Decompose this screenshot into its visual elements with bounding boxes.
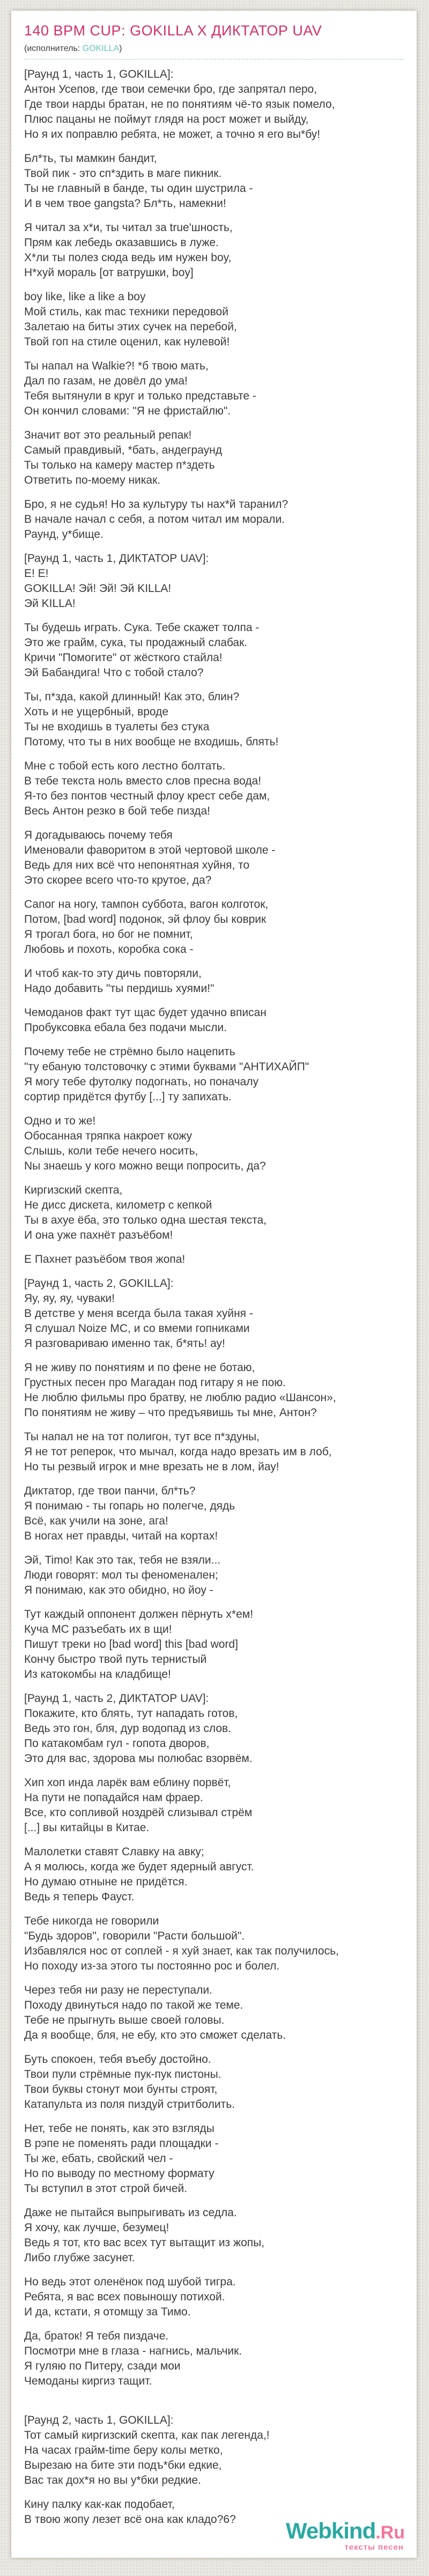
stanza	[24, 1430, 404, 1475]
lyric-line: А я молюсь, когда же будет ядерный август.	[24, 1861, 254, 1873]
logo-tagline: тексты песен	[344, 2543, 404, 2552]
stanza	[24, 1845, 404, 1905]
artist-link[interactable]: GOKILLA	[82, 44, 120, 53]
lyric-line: Походу двинуться надо по такой же теме.	[24, 1999, 243, 2011]
lyric-line: Потом, [bad word] подонок, эй флоу бы коврик	[24, 913, 267, 926]
lyric-line: Nы знаешь у кого можно вещи попросить, да?	[24, 1160, 266, 1172]
lyric-line: Ответить по-моему никак.	[24, 474, 161, 486]
artist-line	[24, 43, 404, 55]
lyric-line: Покажите, кто блять, тут нападать готов,	[24, 1707, 238, 1720]
artist-suffix: )	[119, 44, 122, 53]
lyric-line: Плюс пацаны не поймут глядя на рост может и выйду,	[24, 113, 309, 125]
lyric-line: Твои пули стрёмные пук-пук пистоны.	[24, 2068, 221, 2081]
lyric-line: Я могу тебе футолку подогнать, но поначалу	[24, 1076, 258, 1088]
lyric-line: Я понимаю - ты гопарь но полегче, дядь	[24, 1500, 235, 1512]
stanza	[24, 551, 404, 611]
lyric-line: Чемоданы киргиз тащит.	[24, 2375, 152, 2387]
lyric-line: Посмотри мне в глаза - нагнись, мальчик.	[24, 2345, 242, 2357]
stanza	[24, 759, 404, 819]
lyric-line: Это для вас, здорова мы полюбас взорвём.	[24, 1752, 253, 1765]
stanza	[24, 2275, 404, 2320]
lyric-line: "Будь здоров", говорили "Расти большой".	[24, 1930, 245, 1942]
lyric-line: Я трогал бога, но бог не помнит,	[24, 928, 193, 941]
lyric-line: Хоть и не ущербный, вроде	[24, 706, 169, 718]
stanza	[24, 1045, 404, 1105]
lyrics	[24, 67, 404, 2527]
lyric-line: Эй, Timo! Как это так, тебя не взяли...	[24, 1554, 221, 1566]
lyric-line: Малолетки ставят Славку на авку;	[24, 1846, 204, 1858]
lyric-line: Вас так дох*я но вы у*бки редкие.	[24, 2474, 201, 2486]
lyric-line: Слышь, коли тебе нечего носить,	[24, 1145, 198, 1157]
lyric-line: Киргизский скепта,	[24, 1184, 123, 1196]
lyric-line: Не дисс дискета, километр с кепкой	[24, 1199, 212, 1211]
lyric-line: В рэпе не поменять ради площадки -	[24, 2137, 219, 2150]
lyric-line: Эй Бабандига! Что с тобой стало?	[24, 667, 204, 679]
stanza	[24, 497, 404, 542]
stanza	[24, 1607, 404, 1682]
lyric-line: Антон Усепов, где твои семечки бро, где запрятал перо,	[24, 83, 317, 95]
lyric-line: Кричи "Помогите" от жёсткого стайла!	[24, 652, 223, 664]
stanza	[24, 690, 404, 750]
stanza	[24, 1276, 404, 1351]
lyric-line: [Раунд 1, часть 1, ДИКТАТОР UAV]:	[24, 552, 209, 565]
page-background	[0, 11, 429, 2576]
lyric-line: boy like, like a like a boy	[24, 291, 146, 303]
lyric-line: Но ведь этот оленёнок под шубой тигра.	[24, 2276, 236, 2288]
stanza	[24, 2329, 404, 2389]
lyric-line: Где твои нарды братан, не по понятиям чё-то язык помело,	[24, 98, 335, 110]
lyric-line: Даже не пытайся выпрыгивать из седла.	[24, 2207, 237, 2219]
lyric-line: Почему тебе не стрёмно было нацепить	[24, 1046, 235, 1058]
lyric-line: GOKILLA! Эй! Эй! Эй KILLA!	[24, 582, 172, 595]
lyric-line: Дал по газам, не довёл до ума!	[24, 375, 188, 387]
lyric-line: В тебе текста ноль вместо слов пресна вода!	[24, 775, 262, 787]
lyric-line: Буть спокоен, тебя въебу достойно.	[24, 2053, 211, 2066]
lyric-line: Я гуляю по Питеру, сзади мои	[24, 2360, 181, 2372]
lyric-line: Это же грайм, сука, ты продажный слабак.	[24, 636, 248, 649]
lyric-line: Эй KILLA!	[24, 597, 76, 610]
lyric-line: Я слушал Noize MC, и со вмеми гопниками	[24, 1322, 250, 1335]
lyric-line: Но походу из-за этого ты постоянно рос и болел.	[24, 1960, 280, 1972]
lyric-line: Значит вот это реальный репак!	[24, 429, 192, 441]
lyric-line: В начале начал с себя, а потом читал им морали.	[24, 513, 285, 525]
lyric-line: Бро, я не судья! Но за культуру ты нах*й таранил?	[24, 498, 289, 510]
webkind-logo[interactable]	[286, 2520, 405, 2551]
stanza	[24, 428, 404, 488]
lyric-line: Н*хуй мораль [от ватрушки, boy]	[24, 267, 194, 279]
lyric-line: Но по выводу по местному формату	[24, 2167, 214, 2180]
lyric-line: Надо добавить "ты пердишь хуями!"	[24, 982, 214, 995]
stanza	[24, 1005, 404, 1035]
lyric-line: Ты не главный в банде, ты один шустрила -	[24, 182, 253, 195]
lyric-line: Ты вступил в этот строй бичей.	[24, 2182, 188, 2195]
lyric-line: Но я их поправлю ребята, не может, а точно я его вы*бу!	[24, 128, 321, 140]
lyric-line: Мне с тобой есть кого лестно болтать.	[24, 760, 226, 772]
lyric-line: В твою жопу лезет всё она как кладо?6?	[24, 2513, 236, 2526]
lyric-line: Кончу быстро твой путь тернистый	[24, 1653, 207, 1665]
stanza	[24, 1775, 404, 1835]
lyric-line: Я разговариваю именно так, б*ять! ау!	[24, 1337, 225, 1350]
lyric-line: И она уже пахнёт разъёбом!	[24, 1229, 173, 1241]
lyric-line: [Раунд 2, часть 1, GOKILLA]:	[24, 2414, 174, 2426]
stanza	[24, 151, 404, 211]
lyric-line: Я не живу по понятиям и по фене не ботаю,	[24, 1361, 255, 1374]
lyric-line: "ту ебаную толстовочку с этими буквами "АНТИХАЙП"	[24, 1061, 309, 1073]
stanza	[24, 620, 404, 680]
lyric-line: И да, кстати, я отомщу за Тимо.	[24, 2306, 191, 2318]
lyric-line: Ты не входишь в туалеты без стука	[24, 721, 210, 733]
lyric-line: Это скорее всего что-то крутое, да?	[24, 874, 212, 886]
lyric-line: [Раунд 1, часть 2, ДИКТАТОР UAV]:	[24, 1692, 209, 1705]
lyric-line: Из катокомбы на кладбище!	[24, 1668, 171, 1681]
lyric-line: Да, браток! Я тебя пиздаче.	[24, 2330, 169, 2342]
lyric-line: Е Пахнет разъёбом твоя жопа!	[24, 1253, 186, 1265]
lyric-line: По понятиям не живу – что предъявишь ты мне, Антон?	[24, 1407, 317, 1419]
dashed-separator	[24, 59, 404, 60]
lyric-line: Потому, что ты в них вообще не входишь, блять!	[24, 736, 279, 748]
lyric-line: Я не тот реперок, что мычал, когда надо врезать им в лоб,	[24, 1446, 332, 1458]
lyric-line: Самый правдивый, *бать, андеграунд	[24, 444, 222, 456]
lyric-line: Я хочу, как лучше, безумец!	[24, 2222, 169, 2234]
lyric-line: На часах грайм-time беру колы метко,	[24, 2444, 223, 2456]
stanza	[24, 966, 404, 996]
stanza	[24, 220, 404, 280]
lyric-line: Прям как лебедь оказавшись в луже.	[24, 236, 219, 249]
lyric-line: И чтоб как-то эту дичь повторяли,	[24, 967, 202, 980]
logo-ru: .Ru	[375, 2522, 405, 2543]
lyric-line: Через тебя ни разу не переступали.	[24, 1984, 212, 1996]
lyric-line: Он кончил словами: "Я не фристайлю".	[24, 405, 231, 417]
lyric-line: Весь Антон резко в бой тебе пизда!	[24, 805, 210, 817]
lyric-line: Твой пик - это сп*здить в маге пикник.	[24, 167, 222, 180]
stanza	[24, 2121, 404, 2196]
lyric-line: По катакомбам гул - гопота дворов,	[24, 1737, 210, 1750]
lyric-line: Х*ли ты полез сюда ведь им нужен boy,	[24, 251, 232, 264]
lyric-line: Тут каждый оппонент должен пёрнуть х*ем!	[24, 1608, 254, 1620]
lyric-line: Избавлялся нос от соплей - я хуй знает, как так получилось,	[24, 1945, 339, 1957]
lyric-line: Не люблю фильмы про братву, не люблю радио «Шансон»,	[24, 1391, 336, 1404]
lyric-line: сортир придётся футбу [...] ту запихать.	[24, 1091, 232, 1103]
stanza	[24, 1691, 404, 1766]
lyric-line: В детстве у меня всегда была такая хуйня -	[24, 1307, 253, 1320]
lyric-line: Я-то без понтов честный флоу крест себе дам,	[24, 790, 270, 802]
lyric-line: Но думаю отныне не придётся.	[24, 1876, 188, 1888]
lyric-line: Залетаю на биты этих сучек на перебой,	[24, 321, 237, 333]
lyric-line: Катапульта из поля пиздуй стритболить.	[24, 2098, 235, 2111]
stanza	[24, 2413, 404, 2488]
lyric-line: Но ты резвый игрок и мне врезать не в лом, йау!	[24, 1461, 279, 1473]
lyric-line: В ногах нет правды, читай на кортах!	[24, 1530, 218, 1542]
stanza-spacer	[24, 2398, 404, 2413]
lyric-line: Тебя вытянули в круг и только представьте -	[24, 390, 256, 402]
lyric-line: Твои буквы стонут мои бунты строят,	[24, 2083, 218, 2096]
lyric-line: Кину палку как-как подобает,	[24, 2498, 175, 2511]
stanza	[24, 828, 404, 888]
stanza	[24, 1183, 404, 1243]
lyric-line: Я читал за х*и, ты читал за true'шность,	[24, 221, 233, 234]
lyric-line: Тот самый киргизский скепта, как пак легенда,!	[24, 2429, 270, 2441]
lyric-line: Ты только на камеру мастер п*здеть	[24, 459, 215, 471]
page-title: 140 BPM CUP: GOKILLA X ДИКТАТОР UAV	[24, 23, 322, 39]
lyric-line: Раунд, у*бище.	[24, 528, 103, 541]
lyric-line: Диктатор, где твои панчи, бл*ть?	[24, 1485, 196, 1497]
lyric-line: [Раунд 1, часть 1, GOKILLA]:	[24, 68, 174, 80]
lyric-line: Ты, п*зда, какой длинный! Как это, блин?	[24, 691, 240, 703]
lyric-line: Ведь я теперь Фауст.	[24, 1891, 135, 1903]
lyric-line: [...] вы китайцы в Китае.	[24, 1822, 150, 1834]
lyric-line: Бл*ть, ты мамкин бандит,	[24, 152, 157, 165]
lyric-line: Тебе не прыгнуть выше своей головы.	[24, 2014, 225, 2026]
artist-prefix: (исполнитель:	[24, 44, 83, 53]
stanza	[24, 2052, 404, 2112]
lyric-line: Все, кто сопливой ноздрёй слизывал стрём	[24, 1807, 253, 1819]
lyric-line: Грустных песен про Магадан под гитару я не пою.	[24, 1376, 286, 1389]
lyric-line: Ведь для них всё что непонятная хуйня, то	[24, 859, 250, 871]
lyric-line: Одно и то же!	[24, 1115, 96, 1127]
lyric-line: Ты же, ебать, свойский чел -	[24, 2152, 173, 2165]
lyric-line: Либо глубже засунет.	[24, 2252, 135, 2264]
lyric-line: Я понимаю, как это обидно, но йоу -	[24, 1584, 213, 1596]
lyric-line: Вырезаю на бите эти подъ*бки едкие,	[24, 2459, 222, 2471]
lyric-line: И в чем твое gangsta? Бл*ть, намекни!	[24, 197, 226, 210]
lyric-line: Е! Е!	[24, 567, 49, 580]
lyric-line: Пробуксовка ебала без подачи мысли.	[24, 1021, 227, 1034]
lyric-line: Ты напал на Walkie?! *б твою мать,	[24, 360, 209, 372]
lyric-line: Куча MC разъебать их в щи!	[24, 1623, 172, 1635]
lyric-line: Чемоданов факт тут щас будет удачно вписан	[24, 1006, 267, 1019]
stanza	[24, 897, 404, 957]
stanza	[24, 1983, 404, 2043]
stanza	[24, 1553, 404, 1598]
lyric-line: Пишут треки но [bad word] this [bad word]	[24, 1638, 238, 1650]
lyric-line: Мой стиль, как mac техники передовой	[24, 306, 228, 318]
lyric-line: Я догадываюсь почему тебя	[24, 829, 173, 841]
lyric-line: Сапог на ногу, тампон суббота, вагон колготок,	[24, 898, 269, 911]
lyric-line: Ты напал не на тот полигон, тут все п*здуны,	[24, 1431, 260, 1443]
stanza	[24, 290, 404, 350]
lyric-line: Обосанная тряпка накроет кожу	[24, 1130, 193, 1142]
lyric-line: Яу, яу, яу, чуваки!	[24, 1292, 115, 1305]
lyric-line: Тебе никогда не говорили	[24, 1915, 159, 1927]
logo-webkind: Webkind	[285, 2518, 376, 2543]
logo-wordmark	[286, 2520, 405, 2542]
content-card	[11, 11, 417, 2558]
lyric-line: Ведь это гон, бля, дур водопад из слов.	[24, 1722, 232, 1735]
stanza	[24, 2205, 404, 2266]
lyric-line: Именовали фаворитом в этой чертовой школе -	[24, 844, 276, 856]
lyric-line: Люди говорят: мол ты феноменален;	[24, 1569, 218, 1581]
lyric-line: Твой гоп на стиле оценил, как нулевой!	[24, 336, 230, 348]
lyric-line: Любовь и похоть, коробка сока -	[24, 943, 194, 956]
lyric-line: Да я вообще, бля, не ебу, кто это сможет сделать.	[24, 2029, 286, 2041]
lyric-line: Всё, как учили на зоне, ага!	[24, 1515, 168, 1527]
stanza	[24, 1252, 404, 1267]
lyric-line: Ребята, я вас всех повыношу потихой.	[24, 2291, 225, 2303]
lyric-line: Ты будешь играть. Сука. Тебе скажет толпа -	[24, 621, 260, 634]
stanza	[24, 1484, 404, 1544]
lyric-line: Ты в ахуе ёба, это только одна шестая текста,	[24, 1214, 267, 1226]
stanza	[24, 1914, 404, 1974]
lyric-line: [Раунд 1, часть 2, GOKILLA]:	[24, 1277, 174, 1290]
lyric-line: Ведь я тот, кто вас всех тут вытащит из жопы,	[24, 2237, 265, 2249]
stanza	[24, 67, 404, 142]
lyric-line: Нет, тебе не понять, как это взгляды	[24, 2122, 214, 2135]
lyric-line: Хип хоп инда ларёк вам еблину порвёт,	[24, 1776, 231, 1789]
stanza	[24, 1114, 404, 1174]
lyric-line: На пути не попадайся нам фраер.	[24, 1792, 203, 1804]
stanza	[24, 1360, 404, 1420]
stanza	[24, 359, 404, 419]
